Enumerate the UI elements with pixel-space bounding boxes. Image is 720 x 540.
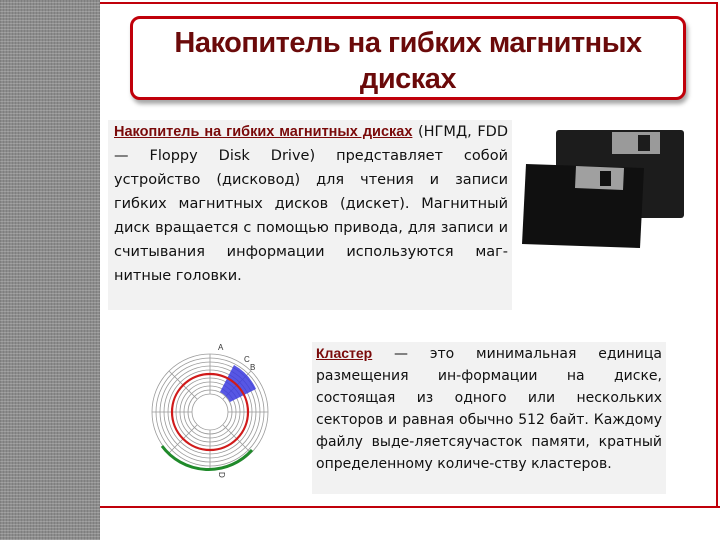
floppy-disks-image <box>520 128 688 250</box>
label-d: D <box>217 472 226 478</box>
title-box <box>130 16 686 100</box>
decorative-left-strip <box>0 0 100 540</box>
frame-right-line <box>716 2 718 508</box>
slide-title: Накопитель на гибких магнитных дисках <box>174 27 642 95</box>
frame-top-line <box>100 2 718 4</box>
label-a: A <box>218 343 224 352</box>
cluster-body: — это минимальная единица размещения ин-формации на диске, состоящая из одного или нескольких секторов и равная обычно 512 байт. Каждому файлу выде-ляетсяучасток памяти, кратный определенному количе-ству кластеров. <box>316 346 662 472</box>
cluster-lead: Кластер <box>316 345 373 361</box>
floppy-disk-front <box>522 164 644 248</box>
frame-bottom-line <box>100 506 720 508</box>
cluster-definition-block <box>312 342 666 494</box>
label-b: B <box>250 363 256 372</box>
description-paragraph <box>108 120 512 288</box>
label-c: C <box>244 355 250 364</box>
description-body: (НГМД, FDD — Floppy Disk Drive) представляет собой устройство (дисковод) для чтения и записи гибких магнитных дисков (дискет). Магнитный диск вращается с помощью привода, для записи и считывания информации используются маг-нитные головки. <box>114 124 509 284</box>
disk-track-diagram <box>148 340 288 480</box>
cluster-paragraph <box>312 342 666 475</box>
description-lead: Накопитель на гибких магнитных дисках <box>114 124 413 140</box>
description-block <box>108 120 512 310</box>
